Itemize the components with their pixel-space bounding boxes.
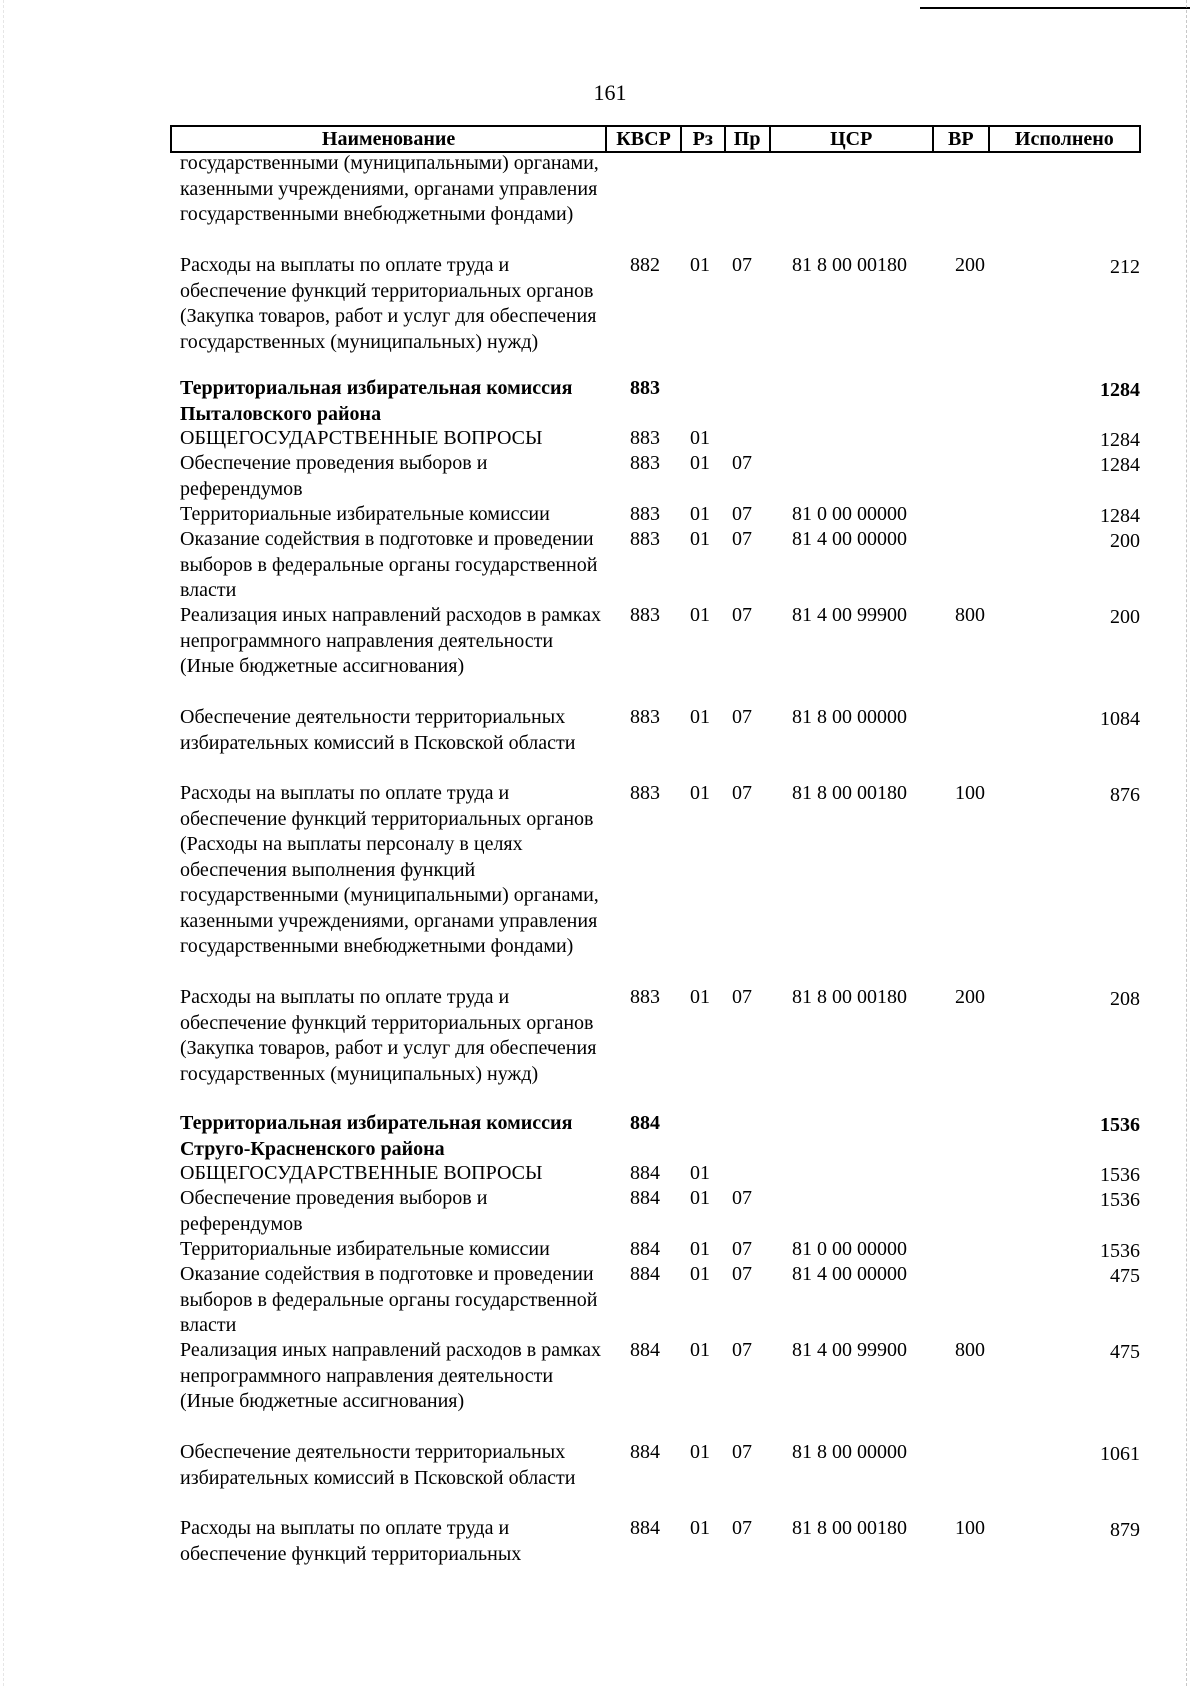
row-executed: 1284 — [1100, 429, 1140, 451]
row-executed: 1536 — [1100, 1240, 1140, 1262]
header-executed: Исполнено — [1014, 128, 1114, 150]
row-kvsr: 884 — [630, 1441, 660, 1463]
header-kvsr: КВСР — [607, 127, 682, 151]
row-executed: 200 — [1110, 606, 1140, 628]
row-executed: 1284 — [1100, 379, 1140, 401]
row-kvsr: 883 — [630, 503, 660, 525]
row-vr: 200 — [955, 254, 985, 276]
row-name: Территориальная избирательная комиссия Пыталовского района — [180, 377, 573, 425]
row-executed: 1536 — [1100, 1189, 1140, 1211]
row-vr: 800 — [955, 1339, 985, 1361]
row-name: Реализация иных направлений расходов в рамках непрограммного направления деятельности (Иные бюджетные ассигнования) — [180, 604, 602, 677]
row-csr: 81 8 00 00000 — [792, 706, 907, 728]
row-kvsr: 884 — [630, 1339, 660, 1361]
row-name: Расходы на выплаты по оплате труда и обеспечение функций территориальных органов (Закупка товаров, работ и услуг для обеспечения государственных (муниципальных) нужд) — [180, 254, 597, 353]
row-pr: 07 — [732, 782, 752, 804]
scan-edge-left — [3, 0, 5, 1686]
row-vr: 200 — [955, 986, 985, 1008]
row-pr: 07 — [732, 452, 752, 474]
row-pr: 07 — [732, 1441, 752, 1463]
page-number: 161 — [593, 80, 627, 105]
row-pr: 07 — [732, 1263, 752, 1285]
row-name: Реализация иных направлений расходов в рамках непрограммного направления деятельности (Иные бюджетные ассигнования) — [180, 1339, 602, 1412]
row-name: государственными (муниципальными) органами, казенными учреждениями, органами управления государственными внебюджетными фондами) — [180, 152, 599, 225]
row-kvsr: 884 — [630, 1517, 660, 1539]
scan-edge-right — [1186, 0, 1189, 1686]
row-kvsr: 884 — [630, 1112, 660, 1134]
row-name: Территориальная избирательная комиссия Струго-Красненского района — [180, 1112, 573, 1160]
row-executed: 208 — [1110, 988, 1140, 1010]
row-kvsr: 883 — [630, 377, 660, 399]
row-kvsr: 883 — [630, 452, 660, 474]
row-name: ОБЩЕГОСУДАРСТВЕННЫЕ ВОПРОСЫ — [180, 427, 543, 449]
row-name: Расходы на выплаты по оплате труда и обеспечение функций территориальных органов (Закупка товаров, работ и услуг для обеспечения государственных (муниципальных) нужд) — [180, 986, 597, 1085]
row-executed: 876 — [1110, 784, 1140, 806]
row-rz: 01 — [690, 528, 710, 550]
row-pr: 07 — [732, 604, 752, 626]
row-csr: 81 8 00 00180 — [792, 1517, 907, 1539]
header-name: Наименование — [172, 127, 607, 151]
row-csr: 81 8 00 00180 — [792, 254, 907, 276]
row-kvsr: 884 — [630, 1187, 660, 1209]
row-csr: 81 8 00 00180 — [792, 782, 907, 804]
row-kvsr: 884 — [630, 1263, 660, 1285]
row-executed: 200 — [1110, 530, 1140, 552]
row-rz: 01 — [690, 782, 710, 804]
row-pr: 07 — [732, 503, 752, 525]
row-csr: 81 4 00 99900 — [792, 604, 907, 626]
row-rz: 01 — [690, 706, 710, 728]
row-name: Обеспечение проведения выборов и референдумов — [180, 452, 488, 500]
row-name: Обеспечение проведения выборов и референдумов — [180, 1187, 488, 1235]
header-rz: Рз — [682, 127, 726, 151]
row-rz: 01 — [690, 1339, 710, 1361]
row-rz: 01 — [690, 604, 710, 626]
row-csr: 81 0 00 00000 — [792, 503, 907, 525]
row-rz: 01 — [690, 986, 710, 1008]
header-pr: Пр — [726, 127, 771, 151]
row-kvsr: 883 — [630, 782, 660, 804]
row-pr: 07 — [732, 254, 752, 276]
row-csr: 81 4 00 00000 — [792, 528, 907, 550]
row-kvsr: 883 — [630, 427, 660, 449]
row-pr: 07 — [732, 706, 752, 728]
row-executed: 212 — [1110, 256, 1140, 278]
row-executed: 475 — [1110, 1265, 1140, 1287]
top-rule — [920, 7, 1190, 9]
row-rz: 01 — [690, 1162, 710, 1184]
row-executed: 1284 — [1100, 505, 1140, 527]
row-kvsr: 884 — [630, 1238, 660, 1260]
row-executed: 475 — [1110, 1341, 1140, 1363]
header-csr: ЦСР — [771, 127, 934, 151]
row-rz: 01 — [690, 1187, 710, 1209]
row-pr: 07 — [732, 528, 752, 550]
row-name: Расходы на выплаты по оплате труда и обеспечение функций территориальных органов (Расходы на выплаты персоналу в целях обеспечения выполнения функций государственными (муниципальными) органами, казенными учреждениями, органами управления государственными внебюджетными фондами) — [180, 782, 599, 957]
row-name: Оказание содействия в подготовке и проведении выборов в федеральные органы государственной власти — [180, 528, 598, 601]
row-name: ОБЩЕГОСУДАРСТВЕННЫЕ ВОПРОСЫ — [180, 1162, 543, 1184]
row-kvsr: 883 — [630, 706, 660, 728]
row-vr: 800 — [955, 604, 985, 626]
row-pr: 07 — [732, 986, 752, 1008]
row-vr: 100 — [955, 782, 985, 804]
row-csr: 81 8 00 00000 — [792, 1441, 907, 1463]
row-kvsr: 883 — [630, 986, 660, 1008]
row-name: Обеспечение деятельности территориальных избирательных комиссий в Псковской области — [180, 1441, 576, 1489]
row-vr: 100 — [955, 1517, 985, 1539]
row-csr: 81 0 00 00000 — [792, 1238, 907, 1260]
row-name: Территориальные избирательные комиссии — [180, 1238, 550, 1260]
row-executed: 1536 — [1100, 1114, 1140, 1136]
row-kvsr: 883 — [630, 604, 660, 626]
row-kvsr: 884 — [630, 1162, 660, 1184]
row-csr: 81 4 00 00000 — [792, 1263, 907, 1285]
row-rz: 01 — [690, 1263, 710, 1285]
row-rz: 01 — [690, 1238, 710, 1260]
row-rz: 01 — [690, 254, 710, 276]
row-pr: 07 — [732, 1517, 752, 1539]
row-rz: 01 — [690, 1517, 710, 1539]
row-executed: 1061 — [1100, 1443, 1140, 1465]
row-name: Оказание содействия в подготовке и проведении выборов в федеральные органы государственной власти — [180, 1263, 598, 1336]
row-executed: 1284 — [1100, 454, 1140, 476]
row-pr: 07 — [732, 1238, 752, 1260]
row-rz: 01 — [690, 503, 710, 525]
row-name: Территориальные избирательные комиссии — [180, 503, 550, 525]
row-pr: 07 — [732, 1187, 752, 1209]
row-kvsr: 883 — [630, 528, 660, 550]
row-pr: 07 — [732, 1339, 752, 1361]
row-rz: 01 — [690, 1441, 710, 1463]
row-kvsr: 882 — [630, 254, 660, 276]
row-csr: 81 8 00 00180 — [792, 986, 907, 1008]
row-name: Расходы на выплаты по оплате труда и обеспечение функций территориальных — [180, 1517, 522, 1565]
row-executed: 879 — [1110, 1519, 1140, 1541]
row-rz: 01 — [690, 452, 710, 474]
table-header — [170, 125, 1141, 153]
row-rz: 01 — [690, 427, 710, 449]
row-executed: 1084 — [1100, 708, 1140, 730]
row-name: Обеспечение деятельности территориальных избирательных комиссий в Псковской области — [180, 706, 576, 754]
row-csr: 81 4 00 99900 — [792, 1339, 907, 1361]
header-vr: ВР — [934, 127, 990, 151]
row-executed: 1536 — [1100, 1164, 1140, 1186]
